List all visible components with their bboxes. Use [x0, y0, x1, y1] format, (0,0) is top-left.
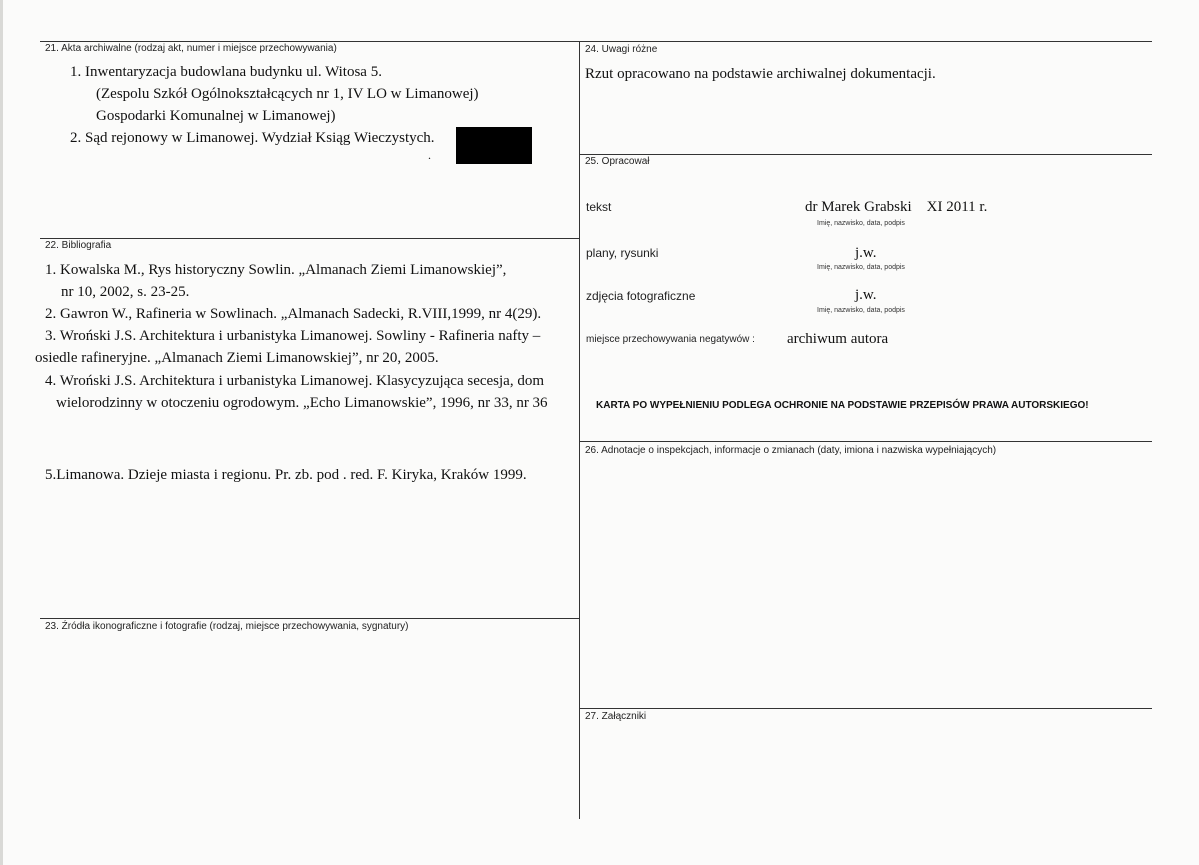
bib-line-7: wielorodzinny w otoczeniu ogrodowym. „Echo Limanowskie”, 1996, nr 33, nr 36: [56, 395, 548, 411]
redaction-block: [456, 127, 532, 164]
card-edge: [0, 0, 3, 865]
top-rule: [40, 41, 1152, 42]
s24-text: Rzut opracowano na podstawie archiwalnej dokumentacji.: [585, 66, 936, 82]
copyright-notice: KARTA PO WYPEŁNIENIU PODLEGA OCHRONIE NA PODSTAWIE PRZEPISÓW PRAWA AUTORSKIEGO!: [596, 400, 1089, 411]
rule-23: [40, 618, 579, 619]
s25-row-photos-label: zdjęcia fotograficzne: [586, 289, 696, 303]
s23-label: 23. Źródła ikonograficzne i fotografie (rodzaj, miejsce przechowywania, sygnatury): [45, 621, 409, 632]
s25-label: 25. Opracował: [585, 156, 650, 167]
bib-line-2: nr 10, 2002, s. 23-25.: [61, 284, 190, 300]
s25-row-plans-sub: Imię, nazwisko, data, podpis: [817, 264, 905, 271]
s25-row-text-sub: Imię, nazwisko, data, podpis: [817, 220, 905, 227]
s25-row-text-value: dr Marek Grabski XI 2011 r.: [805, 199, 988, 215]
s25-row-photos-sub: Imię, nazwisko, data, podpis: [817, 307, 905, 314]
bib-line-5: osiedle rafineryjne. „Almanach Ziemi Limanowskiej”, nr 20, 2005.: [35, 350, 439, 366]
s21-item-1-line-2: (Zespolu Szkół Ogólnokształcących nr 1, IV LO w Limanowej): [96, 86, 479, 102]
rule-27: [579, 708, 1152, 709]
s27-label: 27. Załączniki: [585, 711, 647, 722]
rule-25: [579, 154, 1152, 155]
bib-line-4: 3. Wroński J.S. Architektura i urbanistyka Limanowej. Sowliny - Rafineria nafty –: [45, 328, 541, 344]
s25-row-text-label: tekst: [586, 200, 612, 214]
s22-label: 22. Bibliografia: [45, 240, 112, 251]
s24-label: 24. Uwagi różne: [585, 44, 658, 55]
s25-negatives-value: archiwum autora: [787, 331, 889, 347]
s21-label: 21. Akta archiwalne (rodzaj akt, numer i miejsce przechowywania): [45, 43, 337, 54]
s21-item-1: 1. Inwentaryzacja budowlana budynku ul. Witosa 5.: [70, 64, 382, 80]
s25-row-plans-value: j.w.: [855, 245, 877, 261]
bib-line-3: 2. Gawron W., Rafineria w Sowlinach. „Almanach Sadecki, R.VIII,1999, nr 4(29).: [45, 306, 542, 322]
s26-label: 26. Adnotacje o inspekcjach, informacje o zmianach (daty, imiona i nazwiska wypełniających): [585, 445, 997, 456]
s25-row-plans-label: plany, rysunki: [586, 246, 659, 260]
bib-line-1: 1. Kowalska M., Rys historyczny Sowlin. „Almanach Ziemi Limanowskiej”,: [45, 262, 507, 278]
rule-26: [579, 441, 1152, 442]
bib-line-8: 5.Limanowa. Dzieje miasta i regionu. Pr. zb. pod . red. F. Kiryka, Kraków 1999.: [45, 467, 527, 483]
s25-row-photos-value: j.w.: [855, 287, 877, 303]
s21-dot: .: [428, 148, 431, 162]
center-divider: [579, 41, 580, 819]
s21-item-2: 2. Sąd rejonowy w Limanowej. Wydział Ksiąg Wieczystych.: [70, 130, 435, 146]
rule-22: [40, 238, 579, 239]
s21-item-1-line-3: Gospodarki Komunalnej w Limanowej): [96, 108, 336, 124]
bib-line-6: 4. Wroński J.S. Architektura i urbanistyka Limanowej. Klasycyzująca secesja, dom: [45, 373, 544, 389]
s25-negatives-label: miejsce przechowywania negatywów :: [586, 334, 755, 345]
